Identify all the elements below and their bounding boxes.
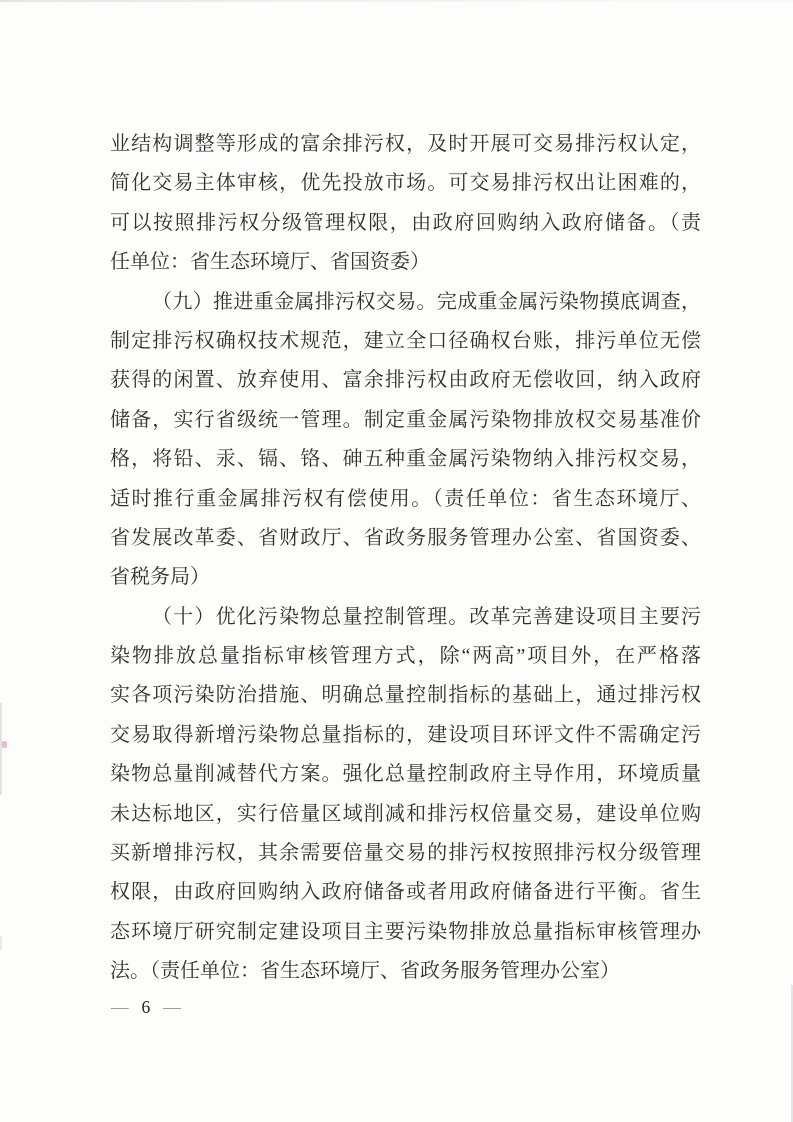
text-line-20: 权限，由政府回购纳入政府储备或者用政府储备进行平衡。省生: [110, 881, 701, 904]
text-line-7: 获得的闲置、放弃使用、富余排污权由政府无偿收回，纳入政府: [110, 369, 701, 392]
text-line-4: 任单位：省生态环境厅、省国资委）: [110, 251, 430, 274]
text-line-2: 简化交易主体审核，优先投放市场。可交易排污权出让困难的，: [110, 172, 701, 195]
text-line-8: 储备，实行省级统一管理。制定重金属污染物排放权交易基准价: [110, 408, 701, 431]
text-line-11: 省发展改革委、省财政厅、省政务服务管理办公室、省国资委、: [110, 526, 701, 549]
text-line-16: 交易取得新增污染物总量指标的，建设项目环评文件不需确定污: [110, 723, 701, 746]
page-footer: [111, 997, 181, 1017]
text-line-3: 可以按照排污权分级管理权限，由政府回购纳入政府储备。（责: [110, 211, 701, 234]
page-number: 6: [141, 996, 151, 1017]
text-line-1: 业结构调整等形成的富余排污权，及时开展可交易排污权认定，: [110, 133, 701, 155]
footer-dash-right: —: [163, 996, 181, 1017]
text-line-6: 制定排污权确权技术规范，建立全口径确权台账，排污单位无偿: [110, 329, 701, 352]
scan-artifact-top-edge: [0, 0, 793, 2]
text-line-9: 格，将铅、汞、镉、铬、砷五种重金属污染物纳入排污权交易，: [110, 448, 701, 471]
text-line-19: 买新增排污权，其余需要倍量交易的排污权按照排污权分级管理: [110, 842, 701, 865]
text-line-12: 省税务局）: [110, 566, 210, 589]
text-line-13-section-10-start: （十）优化污染物总量控制管理。改革完善建设项目主要污: [152, 605, 701, 628]
document-body: [110, 125, 701, 992]
text-line-17: 染物总量削减替代方案。强化总量控制政府主导作用，环境质量: [110, 763, 701, 786]
scan-artifact-pink-dot: [2, 741, 7, 748]
text-line-18: 未达标地区，实行倍量区域削减和排污权倍量交易，建设单位购: [110, 802, 701, 825]
text-line-5-section-9-start: （九）推进重金属排污权交易。完成重金属污染物摸底调查，: [152, 290, 701, 313]
footer-dash-left: —: [111, 996, 129, 1017]
text-line-21: 态环境厅研究制定建设项目主要污染物排放总量指标审核管理办: [110, 920, 701, 943]
scan-artifact-left-tick: [0, 936, 2, 950]
text-line-22: 法。（责任单位：省生态环境厅、省政务服务管理办公室）: [110, 960, 620, 983]
text-line-14: 染物排放总量指标审核管理方式，除“两高”项目外，在严格落: [110, 645, 701, 668]
scan-artifact-left-mark: [0, 703, 2, 795]
text-line-10: 适时推行重金属排污权有偿使用。（责任单位：省生态环境厅、: [110, 487, 701, 510]
text-line-15: 实各项污染防治措施、明确总量控制指标的基础上，通过排污权: [110, 684, 701, 707]
